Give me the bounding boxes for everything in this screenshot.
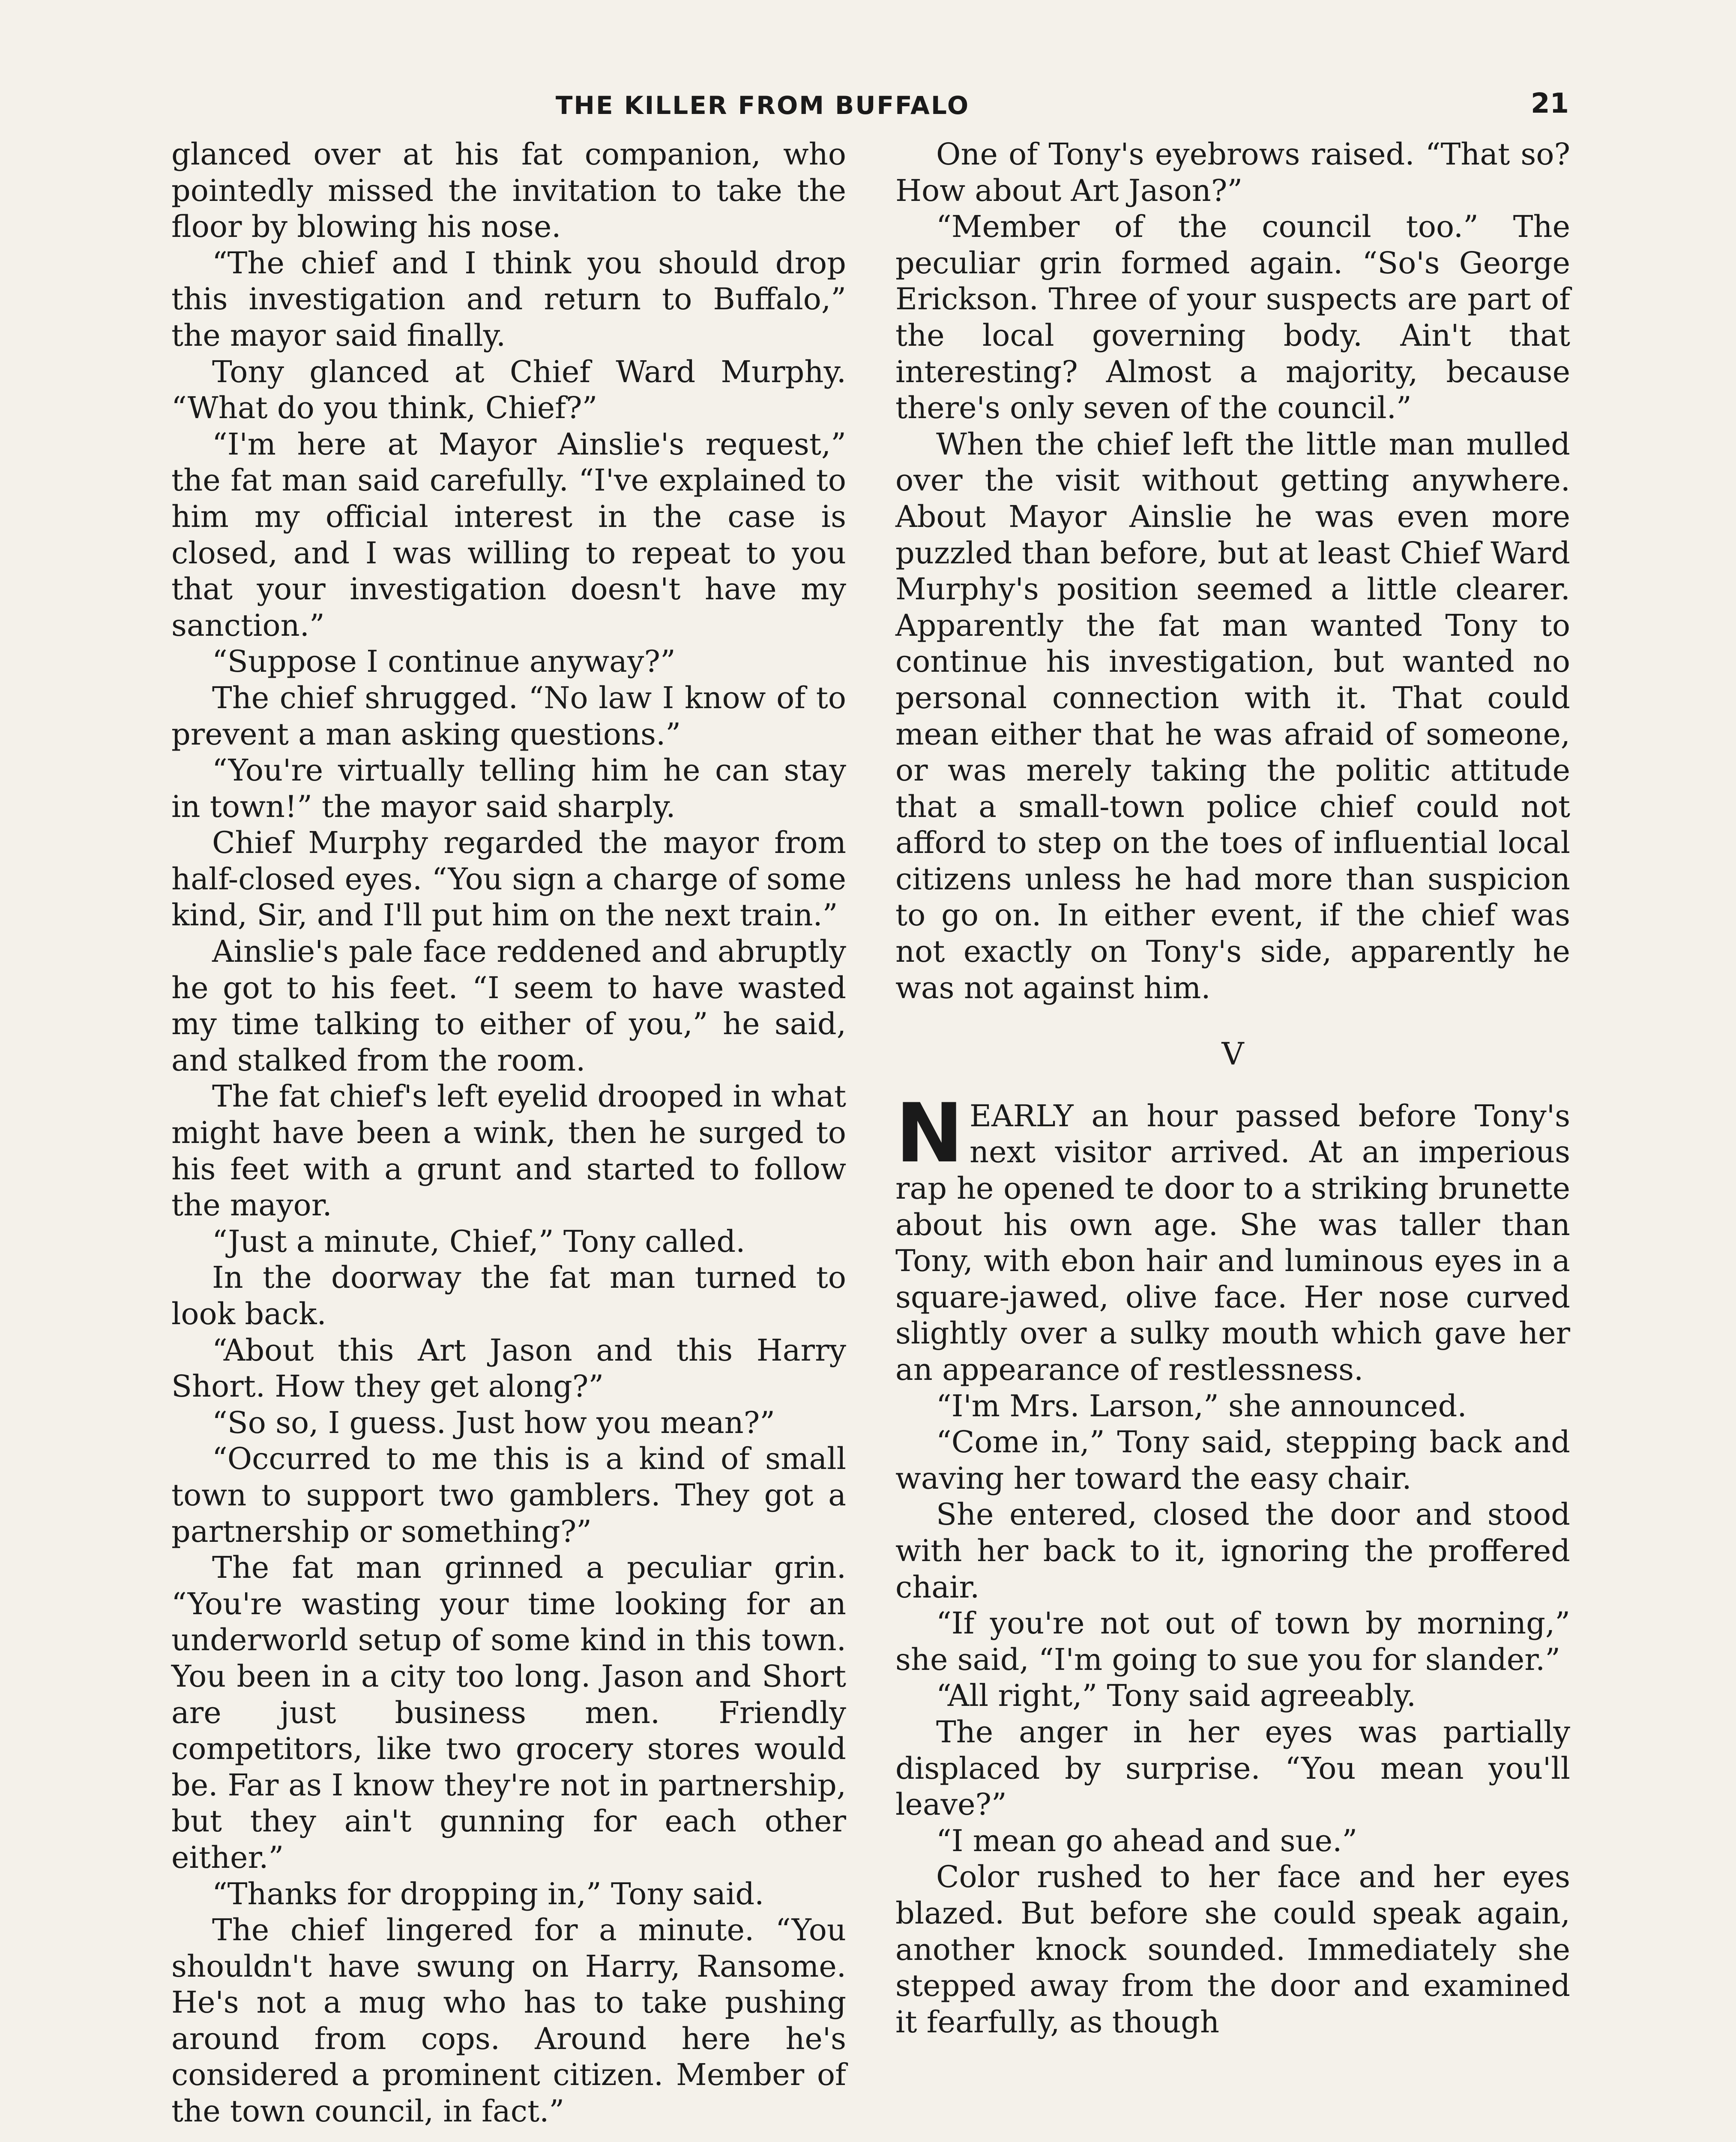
paragraph: The fat chief's left eyelid drooped in what might have been a wink, then he surged to his feet with a grunt and started to follow the mayor. <box>171 1079 846 1223</box>
running-title: THE KILLER FROM BUFFALO <box>555 91 970 120</box>
section-number: V <box>1221 1036 1244 1072</box>
paragraph: Tony glanced at Chief Ward Murphy. “What do you think, Chief?” <box>171 354 846 426</box>
paragraph: One of Tony's eyebrows raised. “That so? How about Art Jason?” <box>895 137 1570 208</box>
paragraph: “You're virtually telling him he can stay in town!” the mayor said sharply. <box>171 753 846 824</box>
paragraph: “Occurred to me this is a kind of small town to support two gamblers. They got a partnership or something?” <box>171 1441 846 1549</box>
paragraph: The anger in her eyes was partially displaced by surprise. “You mean you'll leave?” <box>895 1714 1570 1822</box>
paragraph: The chief shrugged. “No law I know of to prevent a man asking questions.” <box>171 680 846 752</box>
paragraph: “Suppose I continue anyway?” <box>212 644 676 679</box>
paragraph: “Member of the council too.” The peculiar grin formed again. “So's George Erickson. Three of your suspects are part of the local governing body. Ain't that interesting? Almost a majority, because there's only seven of the council.” <box>895 209 1570 426</box>
paragraph: Color rushed to her face and her eyes blazed. But before she could speak again, another knock sounded. Immediately she stepped away from the door and examined it fearfully, as though <box>895 1859 1570 2040</box>
paragraph: “Come in,” Tony said, stepping back and waving her toward the easy chair. <box>895 1424 1570 1496</box>
paragraph: “About this Art Jason and this Harry Short. How they get along?” <box>171 1332 846 1404</box>
paragraph: Chief Murphy regarded the mayor from half-closed eyes. “You sign a charge of some kind, Sir, and I'll put him on the next train.” <box>171 825 846 933</box>
paragraph: The fat man grinned a peculiar grin. “You're wasting your time looking for an underworld setup of some kind in this town. You been in a city too long. Jason and Short are just business men. Friendly competitors, like two grocery stores would be. Far as I know they're not in partnership, but they ain't gunning for each other either.” <box>171 1550 846 1875</box>
paragraph: “Just a minute, Chief,” Tony called. <box>212 1224 745 1259</box>
paragraph: “I'm here at Mayor Ainslie's request,” the fat man said carefully. “I've explained to him my official interest in the case is closed, and I was willing to repeat to you that your investigation doesn't have my sanction.” <box>171 426 846 643</box>
paragraph: “If you're not out of town by morning,” she said, “I'm going to sue you for slander.” <box>895 1606 1570 1677</box>
paragraph: “I mean go ahead and sue.” <box>936 1823 1358 1858</box>
paragraph: “All right,” Tony said agreeably. <box>936 1678 1416 1714</box>
paragraph: “Thanks for dropping in,” Tony said. <box>212 1876 764 1912</box>
paragraph: Ainslie's pale face reddened and abruptly he got to his feet. “I seem to have wasted my time talking to either of you,” he said, and stalked from the room. <box>171 934 846 1078</box>
paragraph: When the chief left the little man mulled over the visit without getting anywhere. About Mayor Ainslie he was even more puzzled than before, but at least Chief Ward Murphy's position seemed a little clearer. Apparently the fat man wanted Tony to continue his investigation, but wanted no personal connection with it. That could mean either that he was afraid of someone, or was merely taking the politic attitude that a small-town police chief could not afford to step on the toes of influential local citizens unless he had more than suspicion to go on. In either event, if the chief was not exactly on Tony's side, apparently he was not against him. <box>895 426 1570 1005</box>
page-number: 21 <box>1530 88 1569 120</box>
dropcap-paragraph <box>895 1086 1570 1388</box>
paragraph: “I'm Mrs. Larson,” she announced. <box>936 1388 1467 1424</box>
paragraph: In the doorway the fat man turned to look back. <box>171 1260 846 1331</box>
left-column <box>171 136 846 2130</box>
paragraph: She entered, closed the door and stood with her back to it, ignoring the proffered chair. <box>895 1497 1570 1605</box>
paragraph: The chief lingered for a minute. “You shouldn't have swung on Harry, Ransome. He's not a mug who has to take pushing around from cops. Around here he's considered a prominent citizen. Member of the town council, in fact.” <box>171 1912 846 2129</box>
dropcap-paragraph-text: EARLY an hour passed before Tony's next visitor arrived. At an imperious rap he opened te door to a striking brunette about his own age. She was taller than Tony, with ebon hair and luminous eyes in a square-jawed, olive face. Her nose curved slightly over a sulky mouth which gave her an appearance of restlessness. <box>895 1098 1570 1387</box>
right-column <box>895 136 1570 2040</box>
paragraph: “So so, I guess. Just how you mean?” <box>212 1405 775 1440</box>
dropcap-letter: N <box>895 1086 964 1181</box>
paragraph: “The chief and I think you should drop this investigation and return to Buffalo,” the mayor said finally. <box>171 245 846 353</box>
paragraph: glanced over at his fat companion, who pointedly missed the invitation to take the floor by blowing his nose. <box>171 137 846 245</box>
